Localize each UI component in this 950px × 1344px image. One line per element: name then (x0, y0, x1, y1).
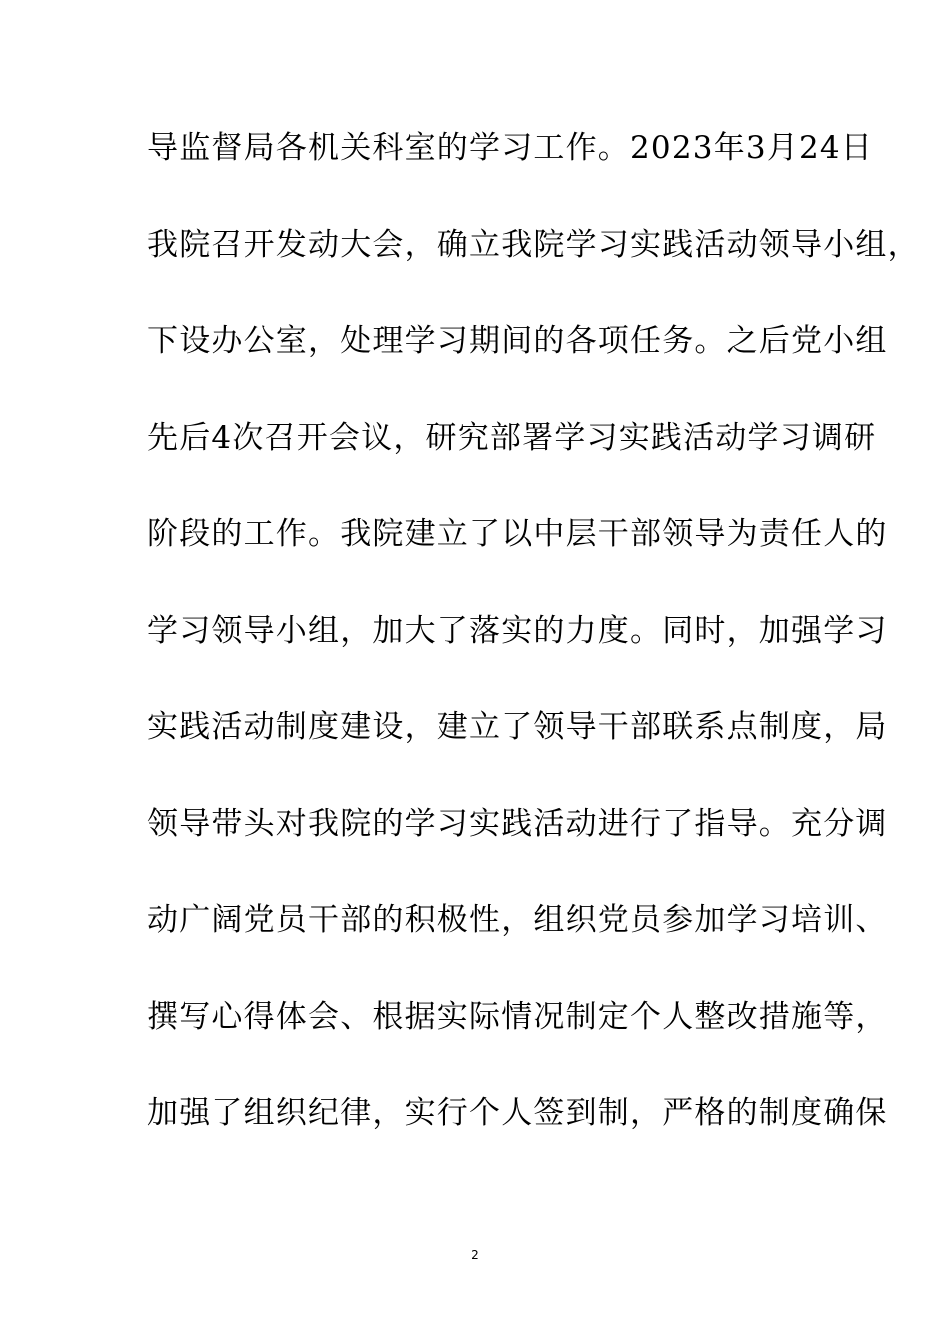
text-line: 导监督局各机关科室的学习工作。2023年3月24日 (147, 130, 874, 166)
text-line: 加强了组织纪律，实行个人签到制，严格的制度确保 (147, 1095, 888, 1131)
text-line: 学习领导小组，加大了落实的力度。同时，加强学习 (147, 612, 888, 649)
body-paragraph (147, 124, 920, 1186)
text-line: 阶段的工作。我院建立了以中层干部领导为责任人的 (147, 516, 888, 552)
text-line: 实践活动制度建设，建立了领导干部联系点制度，局 (147, 709, 888, 745)
text-line: 下设办公室，处理学习期间的各项任务。之后党小组 (147, 323, 888, 359)
text-line: 先后4次召开会议，研究部署学习实践活动学习调研 (147, 419, 877, 456)
page-number: 2 (471, 1248, 479, 1262)
text-line: 领导带头对我院的学习实践活动进行了指导。充分调 (147, 805, 888, 842)
text-line: 撰写心得体会、根据实际情况制定个人整改措施等， (147, 998, 888, 1035)
text-line: 动广阔党员干部的积极性，组织党员参加学习培训、 (147, 902, 888, 938)
text-line: 我院召开发动大会，确立我院学习实践活动领导小组， (147, 226, 920, 263)
